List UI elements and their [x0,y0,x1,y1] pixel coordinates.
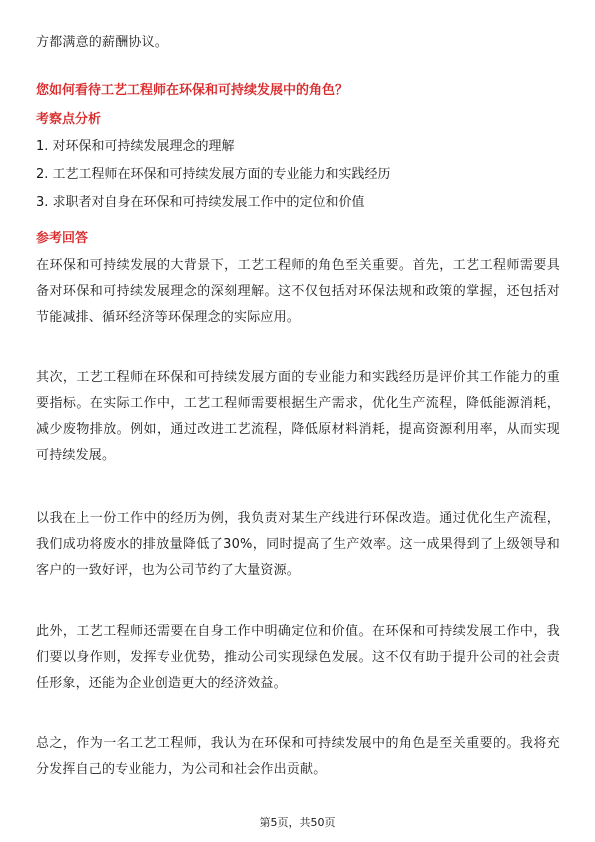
answer-paragraph: 以我在上一份工作中的经历为例，我负责对某生产线进行环保改造。通过优化生产流程，我们成功将废水的排放量降低了30%，同时提高了生产效率。这一成果得到了上级领导和客户的一致好评，也为公司节约了大量资源。 [36,511,560,578]
analysis-item: 2. 工艺工程师在环保和可持续发展方面的专业能力和实践经历 [36,167,391,182]
intro-tail-text: 方都满意的薪酬协议。 [36,35,169,50]
page-number-footer: 第5页，共50页 [259,816,336,829]
answer-paragraph: 在环保和可持续发展的大背景下，工艺工程师的角色至关重要。首先，工艺工程师需要具备对环保和可持续发展理念的深刻理解。这不仅包括对环保法规和政策的掌握，还包括对节能减排、循环经济等环保理念的实际应用。 [36,258,560,325]
question-heading: 您如何看待工艺工程师在环保和可持续发展中的角色？ [36,83,349,98]
answer-paragraph: 此外，工艺工程师还需要在自身工作中明确定位和价值。在环保和可持续发展工作中，我们要以身作则，发挥专业优势，推动公司实现绿色发展。这不仅有助于提升公司的社会责任形象，还能为企业创造更大的经济效益。 [36,624,560,691]
analysis-heading: 考察点分析 [36,112,102,127]
answer-paragraph: 其次，工艺工程师在环保和可持续发展方面的专业能力和实践经历是评价其工作能力的重要指标。在实际工作中，工艺工程师需要根据生产需求，优化生产流程，降低能源消耗，减少废物排放。例如，通过改进工艺流程，降低原材料消耗，提高资源利用率，从而实现可持续发展。 [36,370,560,463]
analysis-item: 3. 求职者对自身在环保和可持续发展工作中的定位和价值 [36,195,365,210]
analysis-item: 1. 对环保和可持续发展理念的理解 [36,139,235,154]
answer-heading: 参考回答 [36,231,89,246]
answer-paragraph: 总之，作为一名工艺工程师，我认为在环保和可持续发展中的角色是至关重要的。我将充分发挥自己的专业能力，为公司和社会作出贡献。 [36,736,560,777]
